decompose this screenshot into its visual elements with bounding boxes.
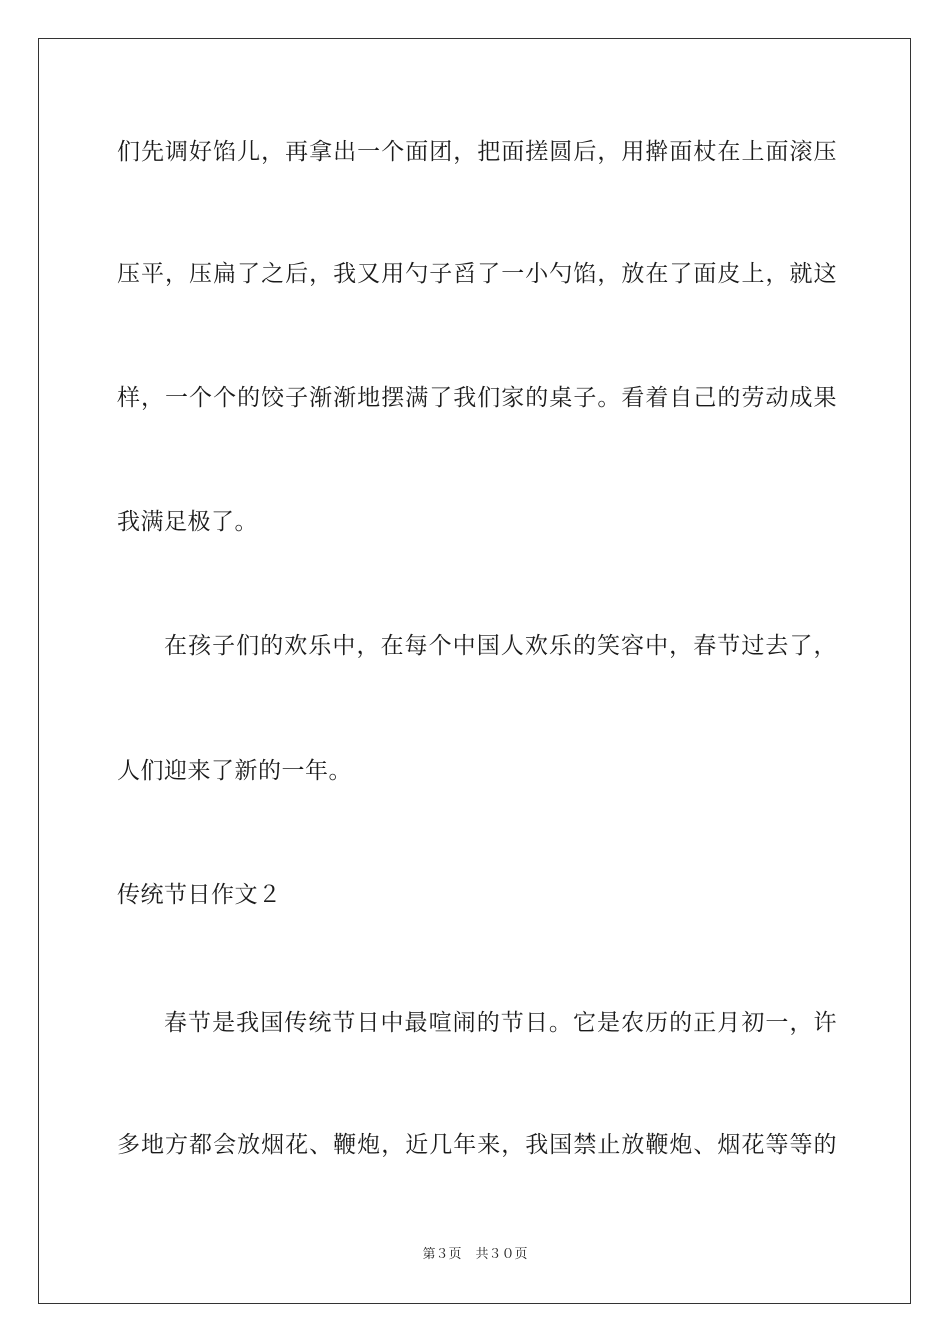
page-number: 第３页 [422,1247,462,1262]
body-text-line: 样，一个个的饺子渐渐地摆满了我们家的桌子。看着自己的劳动成果 [117,385,837,411]
section-heading: 传统节日作文２ [117,882,282,908]
body-text-line: 们先调好馅儿，再拿出一个面团，把面搓圆后，用擀面杖在上面滚压 [117,139,837,165]
page-frame [38,38,911,1304]
body-text-line: 压平，压扁了之后，我又用勺子舀了一小勺馅，放在了面皮上，就这 [117,261,837,287]
page-footer [0,1246,950,1264]
body-text-line: 我满足极了。 [117,509,258,535]
body-text-line: 多地方都会放烟花、鞭炮，近几年来，我国禁止放鞭炮、烟花等等的 [117,1132,837,1158]
body-text-line: 在孩子们的欢乐中，在每个中国人欢乐的笑容中，春节过去了， [164,633,837,659]
body-text-line: 春节是我国传统节日中最喧闹的节日。它是农历的正月初一，许 [164,1010,837,1036]
body-text-line: 人们迎来了新的一年。 [117,758,352,784]
page-total: 共３０页 [475,1247,528,1262]
